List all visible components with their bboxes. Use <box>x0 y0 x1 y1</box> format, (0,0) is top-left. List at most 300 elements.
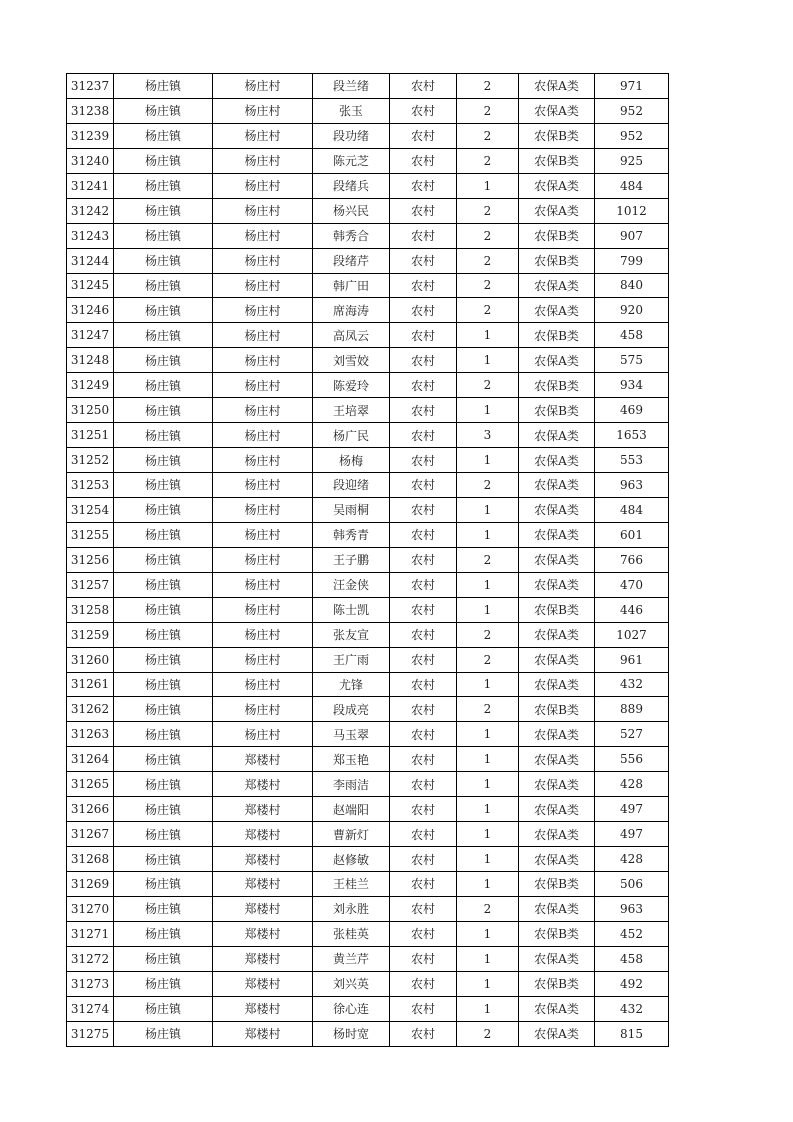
record-id-cell: 31240 <box>67 148 114 173</box>
village-cell: 郑楼村 <box>213 772 313 797</box>
insurance-category-cell: 农保A类 <box>519 672 595 697</box>
table-row <box>67 223 669 248</box>
amount-cell: 971 <box>595 74 669 99</box>
member-count-cell: 1 <box>457 797 519 822</box>
person-name-cell: 李雨洁 <box>313 772 390 797</box>
amount-cell: 432 <box>595 996 669 1021</box>
member-count-cell: 1 <box>457 847 519 872</box>
town-cell: 杨庄镇 <box>114 522 213 547</box>
table-row <box>67 971 669 996</box>
amount-cell: 889 <box>595 697 669 722</box>
record-id-cell: 31255 <box>67 522 114 547</box>
record-id-cell: 31271 <box>67 921 114 946</box>
person-name-cell: 段兰绪 <box>313 74 390 99</box>
table-row <box>67 921 669 946</box>
insurance-category-cell: 农保A类 <box>519 1021 595 1046</box>
amount-cell: 506 <box>595 872 669 897</box>
town-cell: 杨庄镇 <box>114 672 213 697</box>
town-cell: 杨庄镇 <box>114 173 213 198</box>
insurance-category-cell: 农保A类 <box>519 98 595 123</box>
insurance-category-cell: 农保A类 <box>519 896 595 921</box>
record-id-cell: 31250 <box>67 398 114 423</box>
table-row <box>67 946 669 971</box>
household-type-cell: 农村 <box>390 198 457 223</box>
person-name-cell: 韩广田 <box>313 273 390 298</box>
amount-cell: 934 <box>595 373 669 398</box>
insurance-category-cell: 农保A类 <box>519 772 595 797</box>
village-cell: 郑楼村 <box>213 1021 313 1046</box>
household-type-cell: 农村 <box>390 497 457 522</box>
amount-cell: 952 <box>595 123 669 148</box>
village-cell: 杨庄村 <box>213 572 313 597</box>
insurance-category-cell: 农保A类 <box>519 847 595 872</box>
town-cell: 杨庄镇 <box>114 822 213 847</box>
insurance-category-cell: 农保A类 <box>519 348 595 373</box>
table-row <box>67 448 669 473</box>
village-cell: 郑楼村 <box>213 921 313 946</box>
household-type-cell: 农村 <box>390 747 457 772</box>
village-cell: 杨庄村 <box>213 348 313 373</box>
record-id-cell: 31253 <box>67 473 114 498</box>
insurance-category-cell: 农保A类 <box>519 622 595 647</box>
village-cell: 郑楼村 <box>213 996 313 1021</box>
town-cell: 杨庄镇 <box>114 98 213 123</box>
village-cell: 杨庄村 <box>213 198 313 223</box>
record-id-cell: 31251 <box>67 423 114 448</box>
member-count-cell: 1 <box>457 497 519 522</box>
town-cell: 杨庄镇 <box>114 697 213 722</box>
insurance-category-cell: 农保A类 <box>519 448 595 473</box>
amount-cell: 815 <box>595 1021 669 1046</box>
member-count-cell: 2 <box>457 373 519 398</box>
town-cell: 杨庄镇 <box>114 273 213 298</box>
household-type-cell: 农村 <box>390 173 457 198</box>
village-cell: 郑楼村 <box>213 896 313 921</box>
village-cell: 杨庄村 <box>213 672 313 697</box>
person-name-cell: 王广雨 <box>313 647 390 672</box>
insurance-category-cell: 农保A类 <box>519 946 595 971</box>
amount-cell: 458 <box>595 323 669 348</box>
amount-cell: 492 <box>595 971 669 996</box>
household-type-cell: 农村 <box>390 123 457 148</box>
table-row <box>67 148 669 173</box>
person-name-cell: 王子鹏 <box>313 547 390 572</box>
record-id-cell: 31241 <box>67 173 114 198</box>
town-cell: 杨庄镇 <box>114 996 213 1021</box>
amount-cell: 484 <box>595 173 669 198</box>
member-count-cell: 2 <box>457 697 519 722</box>
town-cell: 杨庄镇 <box>114 398 213 423</box>
person-name-cell: 韩秀合 <box>313 223 390 248</box>
member-count-cell: 1 <box>457 872 519 897</box>
household-type-cell: 农村 <box>390 423 457 448</box>
village-cell: 郑楼村 <box>213 872 313 897</box>
table-row <box>67 872 669 897</box>
person-name-cell: 赵修敏 <box>313 847 390 872</box>
insurance-category-cell: 农保A类 <box>519 497 595 522</box>
insurance-category-cell: 农保A类 <box>519 473 595 498</box>
insurance-category-cell: 农保B类 <box>519 323 595 348</box>
table-row <box>67 423 669 448</box>
insurance-category-cell: 农保A类 <box>519 572 595 597</box>
amount-cell: 1027 <box>595 622 669 647</box>
amount-cell: 963 <box>595 473 669 498</box>
amount-cell: 907 <box>595 223 669 248</box>
insurance-category-cell: 农保B类 <box>519 872 595 897</box>
member-count-cell: 2 <box>457 148 519 173</box>
person-name-cell: 张桂英 <box>313 921 390 946</box>
record-id-cell: 31265 <box>67 772 114 797</box>
table-row <box>67 647 669 672</box>
village-cell: 杨庄村 <box>213 173 313 198</box>
member-count-cell: 2 <box>457 248 519 273</box>
village-cell: 杨庄村 <box>213 98 313 123</box>
town-cell: 杨庄镇 <box>114 921 213 946</box>
member-count-cell: 2 <box>457 622 519 647</box>
member-count-cell: 1 <box>457 672 519 697</box>
person-name-cell: 汪金侠 <box>313 572 390 597</box>
table-row <box>67 772 669 797</box>
household-type-cell: 农村 <box>390 847 457 872</box>
person-name-cell: 陈爱玲 <box>313 373 390 398</box>
person-name-cell: 陈元芝 <box>313 148 390 173</box>
record-id-cell: 31238 <box>67 98 114 123</box>
member-count-cell: 2 <box>457 547 519 572</box>
household-type-cell: 农村 <box>390 98 457 123</box>
amount-cell: 446 <box>595 597 669 622</box>
town-cell: 杨庄镇 <box>114 872 213 897</box>
person-name-cell: 郑玉艳 <box>313 747 390 772</box>
record-id-cell: 31258 <box>67 597 114 622</box>
table-row <box>67 497 669 522</box>
household-type-cell: 农村 <box>390 722 457 747</box>
table-row <box>67 373 669 398</box>
household-type-cell: 农村 <box>390 248 457 273</box>
amount-cell: 497 <box>595 797 669 822</box>
amount-cell: 470 <box>595 572 669 597</box>
town-cell: 杨庄镇 <box>114 572 213 597</box>
person-name-cell: 段迎绪 <box>313 473 390 498</box>
person-name-cell: 段绪兵 <box>313 173 390 198</box>
town-cell: 杨庄镇 <box>114 148 213 173</box>
insurance-category-cell: 农保A类 <box>519 747 595 772</box>
amount-cell: 458 <box>595 946 669 971</box>
record-id-cell: 31237 <box>67 74 114 99</box>
record-id-cell: 31256 <box>67 547 114 572</box>
table-row <box>67 847 669 872</box>
town-cell: 杨庄镇 <box>114 622 213 647</box>
amount-cell: 575 <box>595 348 669 373</box>
household-type-cell: 农村 <box>390 872 457 897</box>
town-cell: 杨庄镇 <box>114 547 213 572</box>
table-row <box>67 572 669 597</box>
record-id-cell: 31242 <box>67 198 114 223</box>
household-type-cell: 农村 <box>390 622 457 647</box>
record-id-cell: 31273 <box>67 971 114 996</box>
table-body <box>67 74 669 1047</box>
household-type-cell: 农村 <box>390 1021 457 1046</box>
record-id-cell: 31267 <box>67 822 114 847</box>
record-id-cell: 31246 <box>67 298 114 323</box>
insurance-category-cell: 农保A类 <box>519 273 595 298</box>
person-name-cell: 段绪芹 <box>313 248 390 273</box>
insurance-category-cell: 农保A类 <box>519 822 595 847</box>
insurance-category-cell: 农保A类 <box>519 173 595 198</box>
insurance-category-cell: 农保A类 <box>519 298 595 323</box>
member-count-cell: 1 <box>457 971 519 996</box>
village-cell: 杨庄村 <box>213 722 313 747</box>
household-type-cell: 农村 <box>390 74 457 99</box>
insurance-category-cell: 农保B类 <box>519 921 595 946</box>
person-name-cell: 杨兴民 <box>313 198 390 223</box>
member-count-cell: 1 <box>457 448 519 473</box>
household-type-cell: 农村 <box>390 597 457 622</box>
village-cell: 杨庄村 <box>213 373 313 398</box>
insurance-category-cell: 农保A类 <box>519 423 595 448</box>
person-name-cell: 尤锋 <box>313 672 390 697</box>
town-cell: 杨庄镇 <box>114 248 213 273</box>
record-id-cell: 31245 <box>67 273 114 298</box>
village-cell: 杨庄村 <box>213 497 313 522</box>
household-type-cell: 农村 <box>390 148 457 173</box>
household-type-cell: 农村 <box>390 547 457 572</box>
insurance-category-cell: 农保B类 <box>519 697 595 722</box>
record-id-cell: 31275 <box>67 1021 114 1046</box>
amount-cell: 925 <box>595 148 669 173</box>
member-count-cell: 3 <box>457 423 519 448</box>
record-id-cell: 31272 <box>67 946 114 971</box>
person-name-cell: 段成亮 <box>313 697 390 722</box>
village-cell: 杨庄村 <box>213 148 313 173</box>
person-name-cell: 王培翠 <box>313 398 390 423</box>
member-count-cell: 1 <box>457 722 519 747</box>
village-cell: 杨庄村 <box>213 647 313 672</box>
insurance-category-cell: 农保B类 <box>519 148 595 173</box>
table-row <box>67 597 669 622</box>
insurance-category-cell: 农保B类 <box>519 373 595 398</box>
amount-cell: 497 <box>595 822 669 847</box>
household-type-cell: 农村 <box>390 971 457 996</box>
town-cell: 杨庄镇 <box>114 597 213 622</box>
person-name-cell: 张友宣 <box>313 622 390 647</box>
village-cell: 杨庄村 <box>213 473 313 498</box>
member-count-cell: 2 <box>457 223 519 248</box>
village-cell: 杨庄村 <box>213 223 313 248</box>
member-count-cell: 1 <box>457 348 519 373</box>
village-cell: 郑楼村 <box>213 822 313 847</box>
person-name-cell: 王桂兰 <box>313 872 390 897</box>
amount-cell: 484 <box>595 497 669 522</box>
table-row <box>67 348 669 373</box>
record-id-cell: 31269 <box>67 872 114 897</box>
amount-cell: 961 <box>595 647 669 672</box>
table-row <box>67 74 669 99</box>
person-name-cell: 陈士凯 <box>313 597 390 622</box>
member-count-cell: 1 <box>457 822 519 847</box>
household-type-cell: 农村 <box>390 223 457 248</box>
household-type-cell: 农村 <box>390 323 457 348</box>
village-cell: 杨庄村 <box>213 123 313 148</box>
member-count-cell: 1 <box>457 747 519 772</box>
table-row <box>67 672 669 697</box>
town-cell: 杨庄镇 <box>114 423 213 448</box>
record-id-cell: 31270 <box>67 896 114 921</box>
amount-cell: 428 <box>595 772 669 797</box>
table-row <box>67 323 669 348</box>
member-count-cell: 1 <box>457 772 519 797</box>
village-cell: 郑楼村 <box>213 971 313 996</box>
table-row <box>67 797 669 822</box>
person-name-cell: 马玉翠 <box>313 722 390 747</box>
village-cell: 杨庄村 <box>213 248 313 273</box>
household-type-cell: 农村 <box>390 647 457 672</box>
table-row <box>67 98 669 123</box>
person-name-cell: 黄兰芹 <box>313 946 390 971</box>
amount-cell: 766 <box>595 547 669 572</box>
record-id-cell: 31243 <box>67 223 114 248</box>
insurance-category-cell: 农保A类 <box>519 722 595 747</box>
person-name-cell: 杨时宽 <box>313 1021 390 1046</box>
household-type-cell: 农村 <box>390 672 457 697</box>
town-cell: 杨庄镇 <box>114 497 213 522</box>
amount-cell: 799 <box>595 248 669 273</box>
table-row <box>67 896 669 921</box>
table-row <box>67 547 669 572</box>
member-count-cell: 2 <box>457 273 519 298</box>
record-id-cell: 31244 <box>67 248 114 273</box>
record-id-cell: 31249 <box>67 373 114 398</box>
amount-cell: 469 <box>595 398 669 423</box>
record-id-cell: 31254 <box>67 497 114 522</box>
town-cell: 杨庄镇 <box>114 647 213 672</box>
household-type-cell: 农村 <box>390 448 457 473</box>
household-type-cell: 农村 <box>390 996 457 1021</box>
town-cell: 杨庄镇 <box>114 373 213 398</box>
insurance-category-cell: 农保A类 <box>519 647 595 672</box>
person-name-cell: 吴雨桐 <box>313 497 390 522</box>
town-cell: 杨庄镇 <box>114 946 213 971</box>
member-count-cell: 2 <box>457 896 519 921</box>
village-cell: 杨庄村 <box>213 323 313 348</box>
amount-cell: 452 <box>595 921 669 946</box>
member-count-cell: 1 <box>457 996 519 1021</box>
member-count-cell: 2 <box>457 98 519 123</box>
member-count-cell: 2 <box>457 647 519 672</box>
village-cell: 杨庄村 <box>213 398 313 423</box>
town-cell: 杨庄镇 <box>114 747 213 772</box>
town-cell: 杨庄镇 <box>114 198 213 223</box>
member-count-cell: 1 <box>457 522 519 547</box>
town-cell: 杨庄镇 <box>114 123 213 148</box>
person-name-cell: 杨梅 <box>313 448 390 473</box>
record-id-cell: 31247 <box>67 323 114 348</box>
record-id-cell: 31252 <box>67 448 114 473</box>
member-count-cell: 1 <box>457 946 519 971</box>
village-cell: 杨庄村 <box>213 74 313 99</box>
town-cell: 杨庄镇 <box>114 348 213 373</box>
household-type-cell: 农村 <box>390 522 457 547</box>
insurance-category-cell: 农保A类 <box>519 996 595 1021</box>
table-row <box>67 996 669 1021</box>
insurance-category-cell: 农保B类 <box>519 248 595 273</box>
household-type-cell: 农村 <box>390 473 457 498</box>
table-row <box>67 473 669 498</box>
insurance-category-cell: 农保B类 <box>519 971 595 996</box>
household-type-cell: 农村 <box>390 572 457 597</box>
person-name-cell: 高凤云 <box>313 323 390 348</box>
record-id-cell: 31266 <box>67 797 114 822</box>
amount-cell: 428 <box>595 847 669 872</box>
person-name-cell: 曹新灯 <box>313 822 390 847</box>
member-count-cell: 1 <box>457 921 519 946</box>
insurance-category-cell: 农保B类 <box>519 223 595 248</box>
table-row <box>67 722 669 747</box>
village-cell: 郑楼村 <box>213 747 313 772</box>
village-cell: 杨庄村 <box>213 622 313 647</box>
amount-cell: 527 <box>595 722 669 747</box>
town-cell: 杨庄镇 <box>114 971 213 996</box>
household-type-cell: 农村 <box>390 398 457 423</box>
village-cell: 郑楼村 <box>213 797 313 822</box>
insurance-category-cell: 农保A类 <box>519 797 595 822</box>
record-id-cell: 31264 <box>67 747 114 772</box>
table-row <box>67 697 669 722</box>
village-cell: 郑楼村 <box>213 946 313 971</box>
table-row <box>67 248 669 273</box>
town-cell: 杨庄镇 <box>114 847 213 872</box>
person-name-cell: 张玉 <box>313 98 390 123</box>
town-cell: 杨庄镇 <box>114 722 213 747</box>
village-cell: 杨庄村 <box>213 597 313 622</box>
table-row <box>67 273 669 298</box>
village-cell: 杨庄村 <box>213 547 313 572</box>
amount-cell: 601 <box>595 522 669 547</box>
amount-cell: 952 <box>595 98 669 123</box>
town-cell: 杨庄镇 <box>114 797 213 822</box>
record-id-cell: 31239 <box>67 123 114 148</box>
household-type-cell: 农村 <box>390 772 457 797</box>
table-row <box>67 822 669 847</box>
member-count-cell: 2 <box>457 1021 519 1046</box>
member-count-cell: 2 <box>457 473 519 498</box>
table-row <box>67 298 669 323</box>
person-name-cell: 韩秀青 <box>313 522 390 547</box>
town-cell: 杨庄镇 <box>114 772 213 797</box>
town-cell: 杨庄镇 <box>114 473 213 498</box>
member-count-cell: 2 <box>457 298 519 323</box>
person-name-cell: 段功绪 <box>313 123 390 148</box>
record-id-cell: 31268 <box>67 847 114 872</box>
town-cell: 杨庄镇 <box>114 896 213 921</box>
village-cell: 杨庄村 <box>213 423 313 448</box>
town-cell: 杨庄镇 <box>114 298 213 323</box>
household-type-cell: 农村 <box>390 797 457 822</box>
household-type-cell: 农村 <box>390 921 457 946</box>
record-id-cell: 31262 <box>67 697 114 722</box>
town-cell: 杨庄镇 <box>114 1021 213 1046</box>
town-cell: 杨庄镇 <box>114 223 213 248</box>
amount-cell: 1653 <box>595 423 669 448</box>
record-id-cell: 31263 <box>67 722 114 747</box>
person-name-cell: 刘兴英 <box>313 971 390 996</box>
person-name-cell: 刘永胜 <box>313 896 390 921</box>
amount-cell: 1012 <box>595 198 669 223</box>
household-type-cell: 农村 <box>390 822 457 847</box>
person-name-cell: 刘雪姣 <box>313 348 390 373</box>
village-cell: 杨庄村 <box>213 298 313 323</box>
household-type-cell: 农村 <box>390 697 457 722</box>
village-cell: 杨庄村 <box>213 448 313 473</box>
